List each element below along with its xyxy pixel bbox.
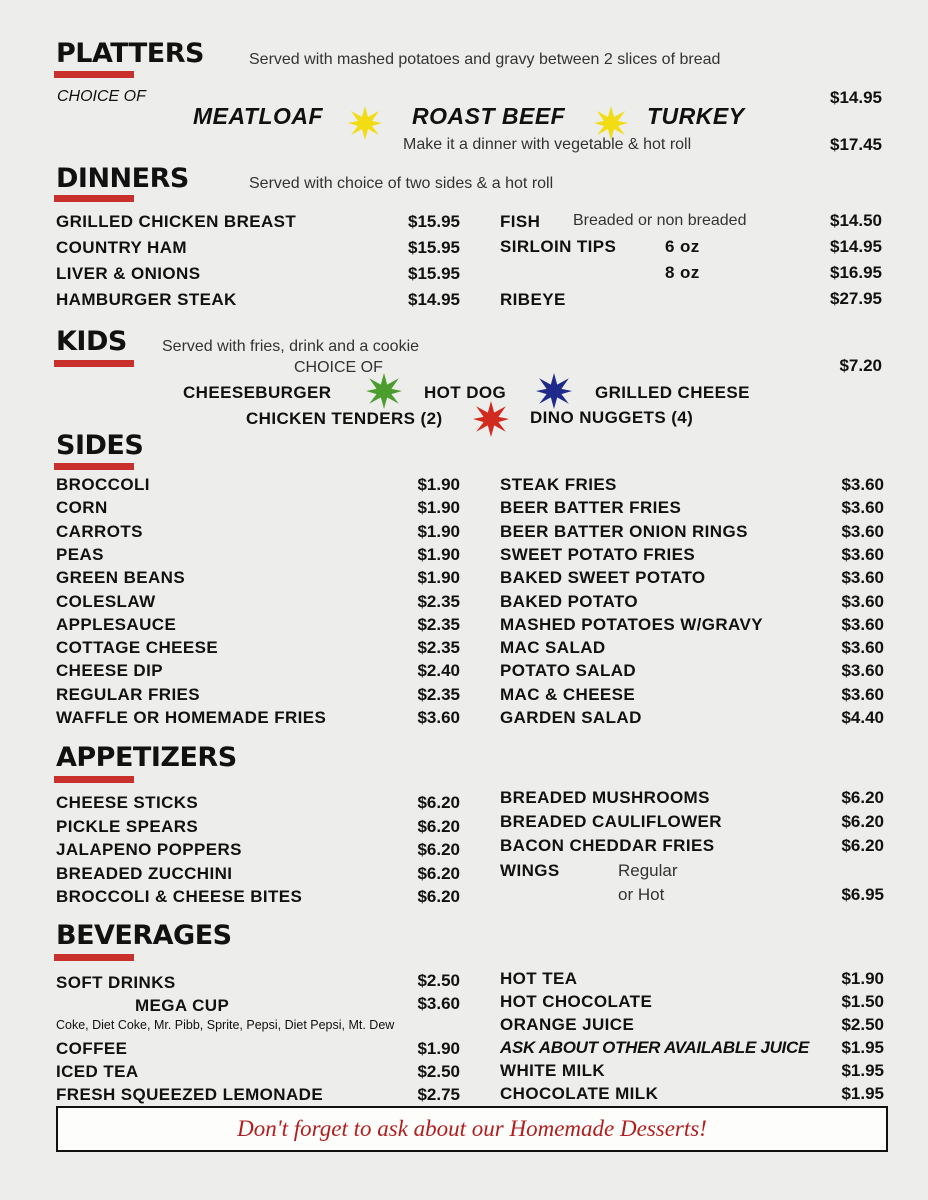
kids-chicken-tenders: CHICKEN TENDERS (2): [246, 409, 443, 428]
desserts-banner: [56, 1106, 888, 1152]
menu-item-price: $6.20: [417, 793, 460, 812]
wings-price: $6.95: [841, 885, 884, 904]
menu-item-name: BROCCOLI: [56, 475, 150, 494]
menu-item-name: ORANGE JUICE: [500, 1015, 635, 1034]
menu-item-name: MASHED POTATOES W/GRAVY: [500, 614, 763, 634]
menu-item-name: BREADED ZUCCHINI: [56, 863, 233, 883]
kids-grilled-cheese: GRILLED CHEESE: [595, 383, 750, 402]
wings-option-hot: or Hot: [618, 885, 665, 904]
menu-item-price: $1.50: [841, 992, 884, 1011]
menu-item-price: $6.20: [841, 836, 884, 855]
beverages-heading: BEVERAGES: [56, 920, 232, 951]
dinner-item: LIVER & ONIONS: [56, 264, 201, 283]
blue-star-icon: [536, 373, 572, 409]
dinner-ribeye-price: $27.95: [830, 289, 882, 308]
menu-item-name: PICKLE SPEARS: [56, 816, 199, 836]
menu-item-name: BREADED MUSHROOMS: [500, 788, 710, 807]
menu-item-name: HOT CHOCOLATE: [500, 992, 653, 1011]
appetizers-underline: [54, 776, 134, 783]
menu-item-price: $3.60: [841, 661, 884, 681]
menu-item-name: CHEESE DIP: [56, 661, 163, 681]
menu-item-price: $2.50: [841, 1015, 884, 1034]
menu-item-price: $1.95: [841, 1038, 884, 1057]
menu-item-price: $6.20: [841, 812, 884, 831]
menu-item-name: WAFFLE OR HOMEMADE FRIES: [56, 708, 327, 727]
platters-note: Served with mashed potatoes and gravy between 2 slices of bread: [249, 51, 721, 68]
menu-item-name: MAC & CHEESE: [500, 684, 636, 704]
sirloin-size-6: 6 oz: [665, 237, 700, 256]
kids-underline: [54, 360, 134, 367]
menu-item-name: BREADED CAULIFLOWER: [500, 812, 722, 831]
menu-item-price: $3.60: [841, 475, 884, 494]
dinner-price: $15.95: [408, 264, 460, 283]
dinner-item: HAMBURGER STEAK: [56, 290, 237, 309]
menu-item-name: MAC SALAD: [500, 638, 606, 658]
menu-item-name: JALAPENO POPPERS: [56, 840, 242, 859]
kids-cheeseburger: CHEESEBURGER: [183, 383, 332, 402]
dinner-fish-detail: Breaded or non breaded: [573, 212, 747, 229]
beverage-item: MEGA CUP: [135, 996, 230, 1015]
dinner-item: GRILLED CHICKEN BREAST: [56, 212, 297, 231]
dinner-ribeye: RIBEYE: [500, 290, 566, 309]
beverage-item: SOFT DRINKS: [56, 973, 176, 992]
menu-item-name: APPLESAUCE: [56, 614, 177, 634]
wings-item: WINGS: [500, 861, 560, 880]
platters-heading: PLATTERS: [56, 38, 204, 69]
dinner-price: $15.95: [408, 238, 460, 257]
menu-item-name: ASK ABOUT OTHER AVAILABLE JUICE: [500, 1038, 809, 1057]
menu-item-price: $1.90: [417, 521, 460, 541]
menu-item-name: CHOCOLATE MILK: [500, 1084, 659, 1103]
menu-item-price: $1.90: [417, 475, 460, 494]
dinner-item: COUNTRY HAM: [56, 238, 187, 257]
menu-item-price: $2.75: [417, 1085, 460, 1104]
menu-item-name: SWEET POTATO FRIES: [500, 544, 696, 564]
sirloin-price-8: $16.95: [830, 263, 882, 282]
menu-item-price: $1.95: [841, 1061, 884, 1080]
menu-item-name: CHEESE STICKS: [56, 793, 199, 812]
menu-item-price: $3.60: [841, 614, 884, 634]
kids-price: $7.20: [839, 356, 882, 375]
sirloin-size-8: 8 oz: [665, 263, 700, 282]
menu-item-name: BEER BATTER ONION RINGS: [500, 521, 748, 541]
menu-item-price: $1.90: [417, 498, 460, 518]
dinners-underline: [54, 195, 134, 202]
sides-heading: SIDES: [56, 430, 144, 461]
red-star-icon: [473, 401, 509, 437]
menu-item-name: BACON CHEDDAR FRIES: [500, 836, 715, 855]
menu-item-price: $3.60: [841, 568, 884, 588]
menu-item-name: COTTAGE CHEESE: [56, 638, 219, 658]
dinner-price: $14.95: [408, 290, 460, 309]
menu-item-name: HOT TEA: [500, 969, 578, 988]
dinner-price: $15.95: [408, 212, 460, 231]
yellow-star-icon: [594, 106, 628, 140]
menu-item-price: $3.60: [841, 591, 884, 611]
menu-item-price: $1.90: [417, 1039, 460, 1058]
kids-dino-nuggets: DINO NUGGETS (4): [530, 408, 694, 427]
menu-item-price: $2.40: [417, 661, 460, 681]
wings-option-regular: Regular: [618, 861, 678, 880]
menu-item-name: ICED TEA: [56, 1062, 139, 1081]
menu-item-price: $6.20: [417, 816, 460, 836]
menu-item-price: $3.60: [841, 544, 884, 564]
menu-item-name: BAKED POTATO: [500, 591, 638, 611]
menu-item-price: $1.90: [841, 969, 884, 988]
menu-item-price: $2.35: [417, 684, 460, 704]
menu-item-name: REGULAR FRIES: [56, 684, 201, 704]
green-star-icon: [366, 373, 402, 409]
beverage-price: $3.60: [417, 994, 460, 1013]
menu-item-price: $4.40: [841, 708, 884, 727]
menu-item-name: BEER BATTER FRIES: [500, 498, 682, 518]
platters-choice-label: CHOICE OF: [57, 88, 146, 105]
platters-underline: [54, 71, 134, 78]
platter-roast-beef: ROAST BEEF: [412, 103, 566, 129]
beverages-underline: [54, 954, 134, 961]
menu-item-name: BAKED SWEET POTATO: [500, 568, 706, 588]
menu-item-name: CORN: [56, 498, 108, 518]
appetizers-heading: APPETIZERS: [56, 742, 237, 773]
menu-item-price: $3.60: [841, 521, 884, 541]
menu-item-name: WHITE MILK: [500, 1061, 606, 1080]
dinner-sirloin: SIRLOIN TIPS: [500, 237, 617, 256]
menu-item-name: CARROTS: [56, 521, 143, 541]
dinners-note: Served with choice of two sides & a hot roll: [249, 175, 554, 192]
platters-dinner-note: Make it a dinner with vegetable & hot roll: [403, 136, 692, 153]
menu-item-name: GARDEN SALAD: [500, 708, 642, 727]
menu-item-price: $6.20: [417, 840, 460, 859]
dinner-fish: FISH: [500, 212, 541, 231]
menu-item-price: $2.35: [417, 638, 460, 658]
menu-item-price: $6.20: [417, 887, 460, 906]
menu-item-name: STEAK FRIES: [500, 475, 617, 494]
kids-heading: KIDS: [56, 326, 127, 357]
menu-item-price: $6.20: [417, 863, 460, 883]
menu-item-name: GREEN BEANS: [56, 568, 186, 588]
menu-item-name: PEAS: [56, 544, 104, 564]
sirloin-price-6: $14.95: [830, 237, 882, 256]
dinners-heading: DINNERS: [56, 163, 189, 194]
menu-item-name: COFFEE: [56, 1039, 128, 1058]
platters-price: $14.95: [830, 88, 882, 107]
menu-item-price: $2.35: [417, 591, 460, 611]
menu-item-price: $1.90: [417, 568, 460, 588]
menu-item-price: $2.35: [417, 614, 460, 634]
menu-item-name: COLESLAW: [56, 591, 156, 611]
dinner-fish-price: $14.50: [830, 211, 882, 230]
menu-item-price: $6.20: [841, 788, 884, 807]
beverage-price: $2.50: [417, 971, 460, 990]
yellow-star-icon: [348, 106, 382, 140]
menu-item-price: $3.60: [841, 684, 884, 704]
soda-list: Coke, Diet Coke, Mr. Pibb, Sprite, Pepsi, Diet Pepsi, Mt. Dew: [56, 1018, 395, 1032]
menu-item-name: FRESH SQUEEZED LEMONADE: [56, 1085, 324, 1104]
menu-item-name: POTATO SALAD: [500, 661, 637, 681]
kids-note: Served with fries, drink and a cookie: [162, 338, 420, 355]
menu-item-name: BROCCOLI & CHEESE BITES: [56, 887, 303, 906]
platters-dinner-price: $17.45: [830, 135, 882, 154]
menu-item-price: $1.90: [417, 544, 460, 564]
menu-item-price: $3.60: [841, 498, 884, 518]
menu-item-price: $1.95: [841, 1084, 884, 1103]
menu-item-price: $2.50: [417, 1062, 460, 1081]
kids-choice-label: CHOICE OF: [294, 359, 383, 376]
menu-item-price: $3.60: [417, 708, 460, 727]
desserts-banner-text: Don't forget to ask about our Homemade Desserts!: [237, 1116, 707, 1141]
menu-item-price: $3.60: [841, 638, 884, 658]
platter-turkey: TURKEY: [647, 103, 745, 129]
platter-meatloaf: MEATLOAF: [193, 103, 324, 129]
sides-underline: [54, 463, 134, 470]
kids-hot-dog: HOT DOG: [424, 383, 507, 402]
